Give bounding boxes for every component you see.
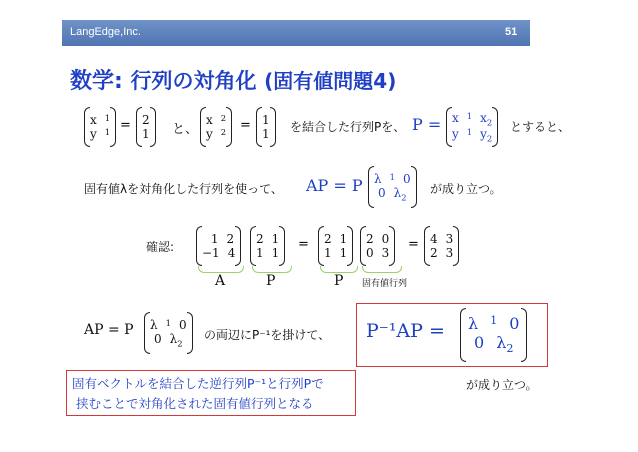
check-label: 確認: [146,240,175,254]
matrix-p-2: 2 1 1 1 [318,226,353,266]
equals-sign-3: = [298,237,309,252]
vector-x1y1: x 1 y 1 [84,107,116,147]
lambda-matrix-result: λ 1 0 0 $\lambda_2$ [460,308,527,362]
matrix-a: 1 2 −1 4 [196,226,241,266]
matrix-p: x 1 $x_2$ y 1 $y_2$ [446,107,498,147]
vector-1-1: 1 1 [256,107,276,147]
result-lhs: P⁻¹AP = [366,320,445,342]
equals-sign-2: = [240,118,251,133]
note-line1: 固有ベクトルを結合した逆行列P⁻¹と行列Pで [72,376,324,391]
lambda-matrix: λ 1 0 0 $\lambda_2$ [368,166,417,208]
eigen-text: 固有値λを対角化した行列を使って、 [84,182,283,196]
underline-p1 [252,266,292,273]
matrix-p-1: 2 1 1 1 [250,226,285,266]
suffix-text: とすると、 [510,120,571,134]
note-line2: 挟むことで対角化された固有値行列となる [76,396,314,411]
equals-sign-1: = [120,118,131,133]
slide-title [70,64,396,95]
label-p2: P [334,273,344,289]
ap-eq-p: AP = P [306,176,363,195]
matrix-eigenvalues: 2 0 0 3 [360,226,395,266]
underline-a [198,266,244,273]
holds-text: が成り立つ。 [430,182,502,196]
lambda-matrix-2: λ 1 0 0 $\lambda_2$ [144,312,193,354]
company-name: LangEdge,Inc. [70,26,141,38]
page-number: 51 [505,26,518,38]
slide-header [0,0,638,58]
p-equals: P = [412,115,442,134]
label-a: A [215,273,226,289]
eigen-matrix-label: 固有値行列 [362,279,408,289]
vector-2-1: 2 1 [136,107,156,147]
vector-x2y2: x 2 y 2 [200,107,232,147]
equals-sign-4: = [408,237,419,252]
both-sides-text: の両辺にP⁻¹を掛けて、 [204,328,331,342]
underline-p2 [320,266,358,273]
underline-eigen [362,266,402,273]
ap-eq-p-2: AP = P [84,322,134,338]
title-part2: 行列の対角化 [130,69,257,93]
title-part3: (固有値問題4) [264,69,397,93]
label-p1: P [266,273,276,289]
matrix-result: 4 3 2 3 [424,226,459,266]
conclusion-text: が成り立つ。 [466,378,538,392]
combine-text: を結合した行列Pを、 [290,120,406,134]
title-part1: 数学: [70,69,123,94]
to-text: と、 [172,122,199,137]
